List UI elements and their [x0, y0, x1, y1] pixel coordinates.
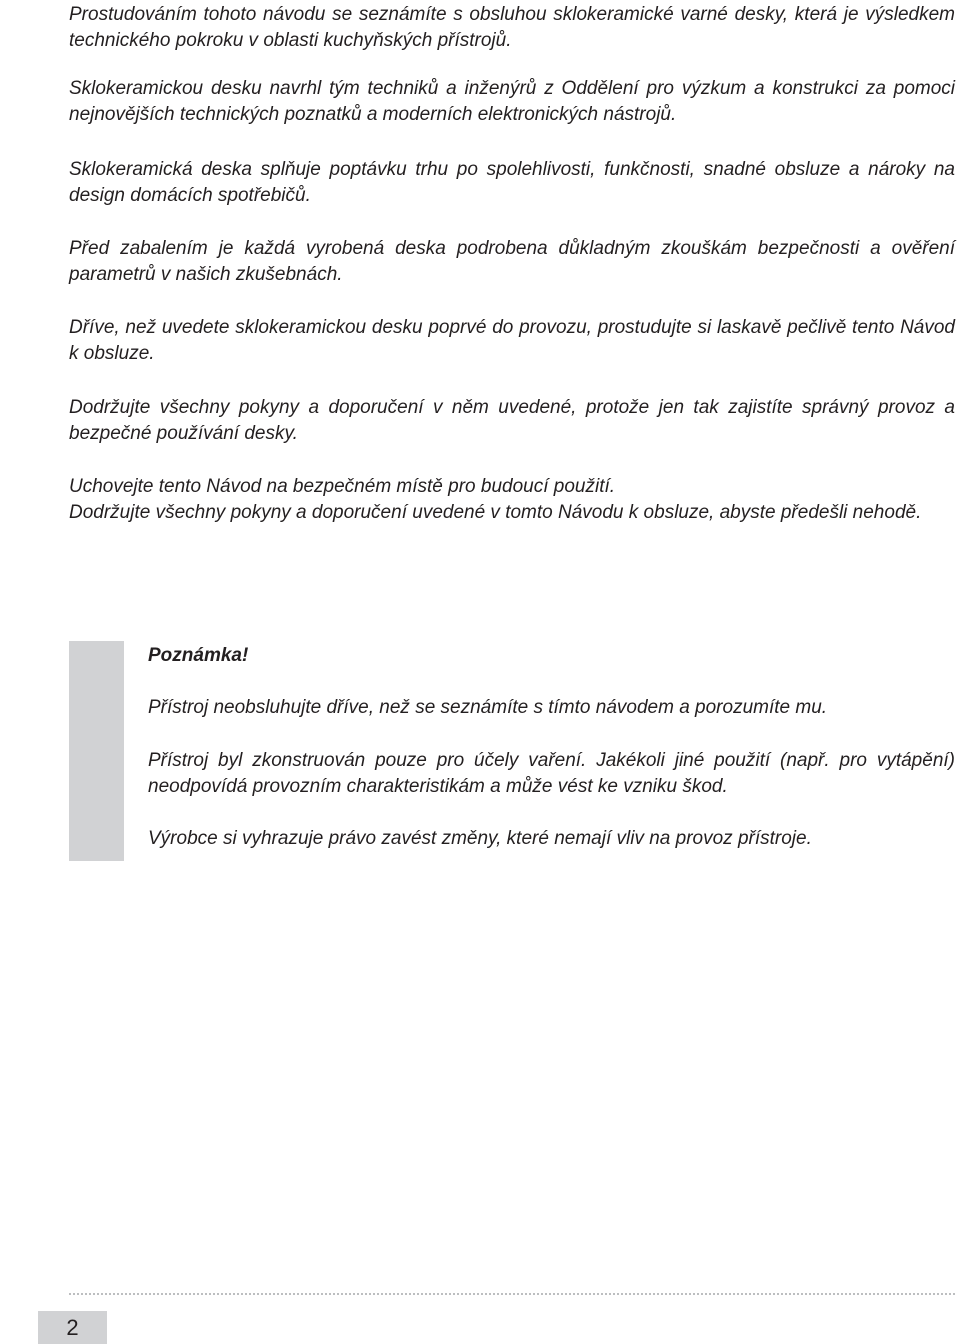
note-title: Poznámka!: [148, 645, 249, 666]
intro-paragraph-8: Dodržujte všechny pokyny a doporučení uvedené v tomto Návodu k obsluze, abyste předešli nehodě.: [69, 502, 922, 523]
note-paragraph-2: Přístroj byl zkonstruován pouze pro účely vaření. Jakékoli jiné použití (např. pro vytápění) neodpovídá provozním charakteristikám a může vést ke vzniku škod.: [148, 750, 955, 797]
note-paragraph-1: Přístroj neobsluhujte dříve, než se seznámíte s tímto návodem a porozumíte mu.: [148, 697, 828, 718]
page-number: 2: [38, 1311, 107, 1344]
intro-paragraph-3: Sklokeramická deska splňuje poptávku trhu po spolehlivosti, funkčnosti, snadné obsluze a nároky na design domácích spotřebičů.: [69, 159, 955, 206]
intro-paragraph-2: Sklokeramickou desku navrhl tým techniků a inženýrů z Oddělení pro výzkum a konstrukci za pomoci nejnovějších technických poznatků a moderních elektronických nástrojů.: [69, 78, 955, 125]
note-paragraph-3: Výrobce si vyhrazuje právo zavést změny, které nemají vliv na provoz přístroje.: [148, 828, 812, 849]
note-side-bar: [69, 641, 124, 861]
footer-dotted-rule: [69, 1293, 955, 1295]
intro-paragraph-1: Prostudováním tohoto návodu se seznámíte s obsluhou sklokeramické varné desky, která je výsledkem technického pokroku v oblasti kuchyňských přístrojů.: [69, 4, 955, 51]
intro-paragraph-6: Dodržujte všechny pokyny a doporučení v něm uvedené, protože jen tak zajistíte správný provoz a bezpečné používání desky.: [69, 397, 955, 444]
intro-paragraph-4: Před zabalením je každá vyrobená deska podrobena důkladným zkouškám bezpečnosti a ověření parametrů v našich zkušebnách.: [69, 238, 955, 285]
intro-paragraph-5: Dříve, než uvedete sklokeramickou desku poprvé do provozu, prostudujte si laskavě pečlivě tento Návod k obsluze.: [69, 317, 955, 364]
intro-paragraph-7: Uchovejte tento Návod na bezpečném místě pro budoucí použití.: [69, 476, 616, 497]
